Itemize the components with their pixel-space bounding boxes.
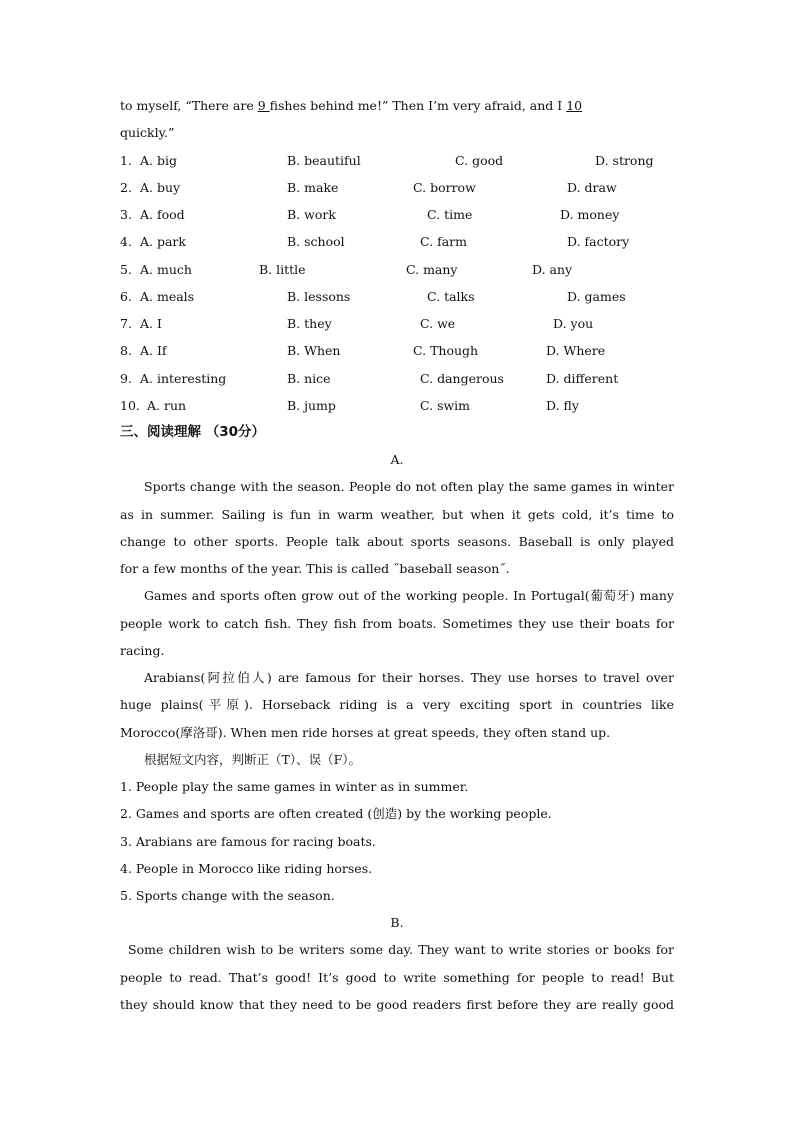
question-number: 7.: [120, 316, 132, 331]
cloze-passage-line-2: quickly.”: [120, 125, 175, 140]
question-number: 9.: [120, 371, 132, 386]
passage-a-line: [120, 588, 674, 604]
option-c: C. dangerous: [420, 371, 504, 386]
option-a: A. food: [140, 207, 185, 222]
passage-a-line: [120, 479, 674, 495]
question-number: 2.: [120, 180, 132, 195]
section-heading-reading: 三、阅读理解 （30分）: [120, 424, 265, 440]
option-a: A. run: [147, 398, 187, 413]
option-d: D. different: [546, 371, 619, 386]
option-d: D. any: [532, 262, 573, 277]
cloze-blank-9: 9: [257, 98, 270, 113]
passage-text: Games and sports often grow out of the working people. In Portugal(葡萄牙) many: [144, 588, 674, 603]
passage-a-label: A.: [390, 452, 404, 467]
passage-text: Arabians(阿拉伯人) are famous for their horses. They use horses to travel over: [144, 670, 674, 685]
question-number: 5.: [120, 262, 132, 277]
cloze-text: fishes behind me!” Then I’m very afraid, and I: [269, 98, 567, 113]
question-number: 4.: [120, 234, 132, 249]
option-d: D. draw: [567, 180, 617, 195]
passage-a-line: [120, 670, 674, 686]
option-d: D. strong: [595, 153, 654, 168]
option-d: D. Where: [546, 343, 606, 358]
option-c: C. we: [420, 316, 456, 331]
option-b: B. nice: [287, 371, 331, 386]
statement-3: 3. Arabians are famous for racing boats.: [120, 834, 376, 849]
question-number: 1.: [120, 153, 132, 168]
passage-a-line: people work to catch fish. They fish from boats. Sometimes they use their boats for: [120, 616, 674, 631]
option-d: D. you: [553, 316, 594, 331]
option-a: A. meals: [140, 289, 195, 304]
option-c: C. borrow: [413, 180, 476, 195]
option-a: A. big: [140, 153, 177, 168]
passage-a-line: racing.: [120, 643, 165, 658]
option-b: B. school: [287, 234, 345, 249]
option-b: B. beautiful: [287, 153, 361, 168]
statement-4: 4. People in Morocco like riding horses.: [120, 861, 373, 876]
option-c: C. Though: [413, 343, 479, 358]
passage-b-line: people to read. That’s good! It’s good to write something for people to read! But: [120, 970, 674, 985]
option-c: C. swim: [420, 398, 471, 413]
question-number: 10.: [120, 398, 140, 413]
option-b: B. work: [287, 207, 336, 222]
cloze-text: to myself, “There are: [120, 98, 258, 113]
option-b: B. they: [287, 316, 332, 331]
option-b: B. make: [287, 180, 339, 195]
option-a: A. interesting: [140, 371, 227, 386]
passage-b-line: they should know that they need to be good readers first before they are really good: [120, 997, 674, 1012]
option-a: A. much: [140, 262, 192, 277]
option-b: B. When: [287, 343, 341, 358]
true-false-instruction: 根据短文内容，判断正（T）、误（F）。: [144, 752, 362, 767]
option-a: A. I: [140, 316, 162, 331]
passage-b-line: Some children wish to be writers some day. They want to write stories or books for: [128, 942, 674, 957]
statement-1: 1. People play the same games in winter as in summer.: [120, 779, 469, 794]
option-b: B. lessons: [287, 289, 351, 304]
option-a: A. If: [140, 343, 167, 358]
option-c: C. good: [455, 153, 504, 168]
question-number: 6.: [120, 289, 132, 304]
statement-5: 5. Sports change with the season.: [120, 888, 335, 903]
option-a: A. buy: [140, 180, 181, 195]
option-b: B. jump: [287, 398, 336, 413]
option-a: A. park: [140, 234, 186, 249]
passage-a-line: huge plains(平原). Horseback riding is a very exciting sport in countries like: [120, 697, 674, 712]
option-d: D. games: [567, 289, 626, 304]
passage-b-label: B.: [390, 915, 404, 930]
option-b: B. little: [259, 262, 306, 277]
question-number: 8.: [120, 343, 132, 358]
option-c: C. farm: [420, 234, 467, 249]
passage-a-line: change to other sports. People talk about sports seasons. Baseball is only played: [120, 534, 674, 549]
question-number: 3.: [120, 207, 132, 222]
option-d: D. fly: [546, 398, 579, 413]
option-c: C. many: [406, 262, 458, 277]
passage-a-line: as in summer. Sailing is fun in warm weather, but when it gets cold, it’s time to: [120, 507, 674, 522]
option-c: C. talks: [427, 289, 475, 304]
statement-2: 2. Games and sports are often created (创造) by the working people.: [120, 806, 552, 821]
cloze-passage-line-1: [120, 98, 582, 114]
passage-a-line: Morocco(摩洛哥). When men ride horses at great speeds, they often stand up.: [120, 725, 611, 740]
passage-a-line: for a few months of the year. This is called ˝baseball season˝.: [120, 561, 510, 576]
cloze-blank-10: 10: [566, 98, 583, 113]
option-d: D. factory: [567, 234, 630, 249]
passage-text: Sports change with the season. People do not often play the same games in winter: [144, 479, 674, 494]
option-d: D. money: [560, 207, 620, 222]
option-c: C. time: [427, 207, 473, 222]
